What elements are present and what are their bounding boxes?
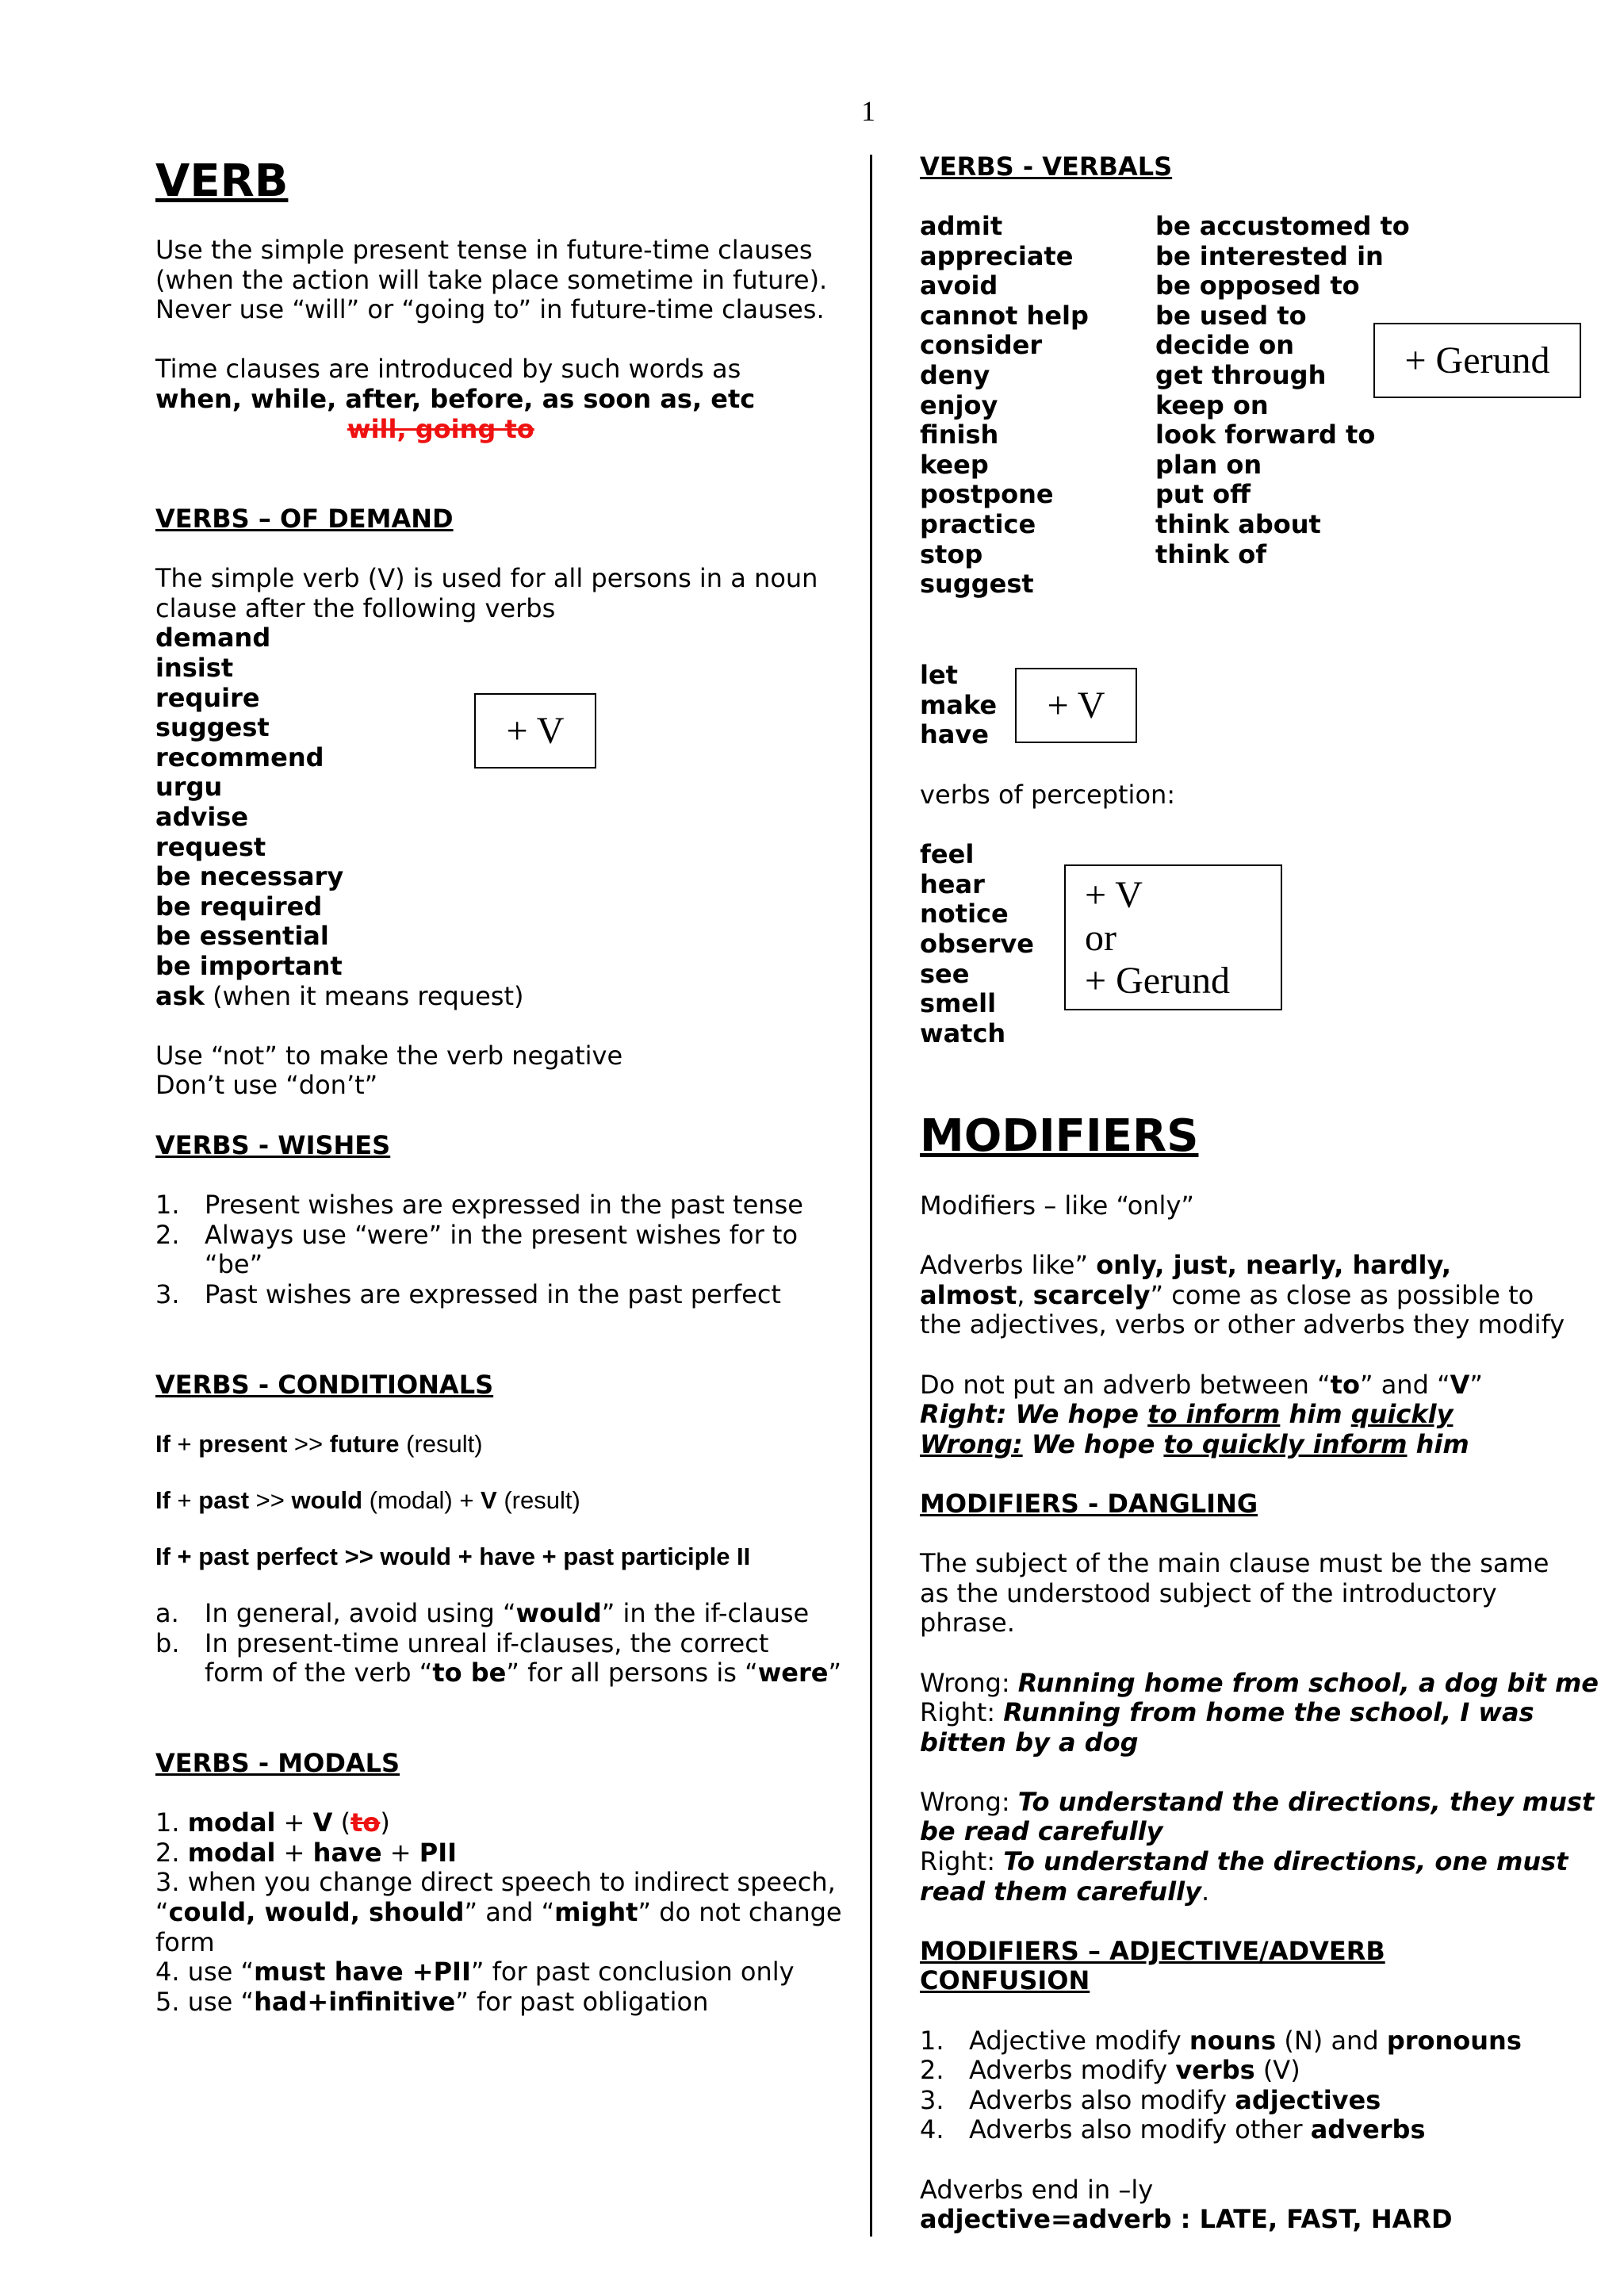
box-line: + V: [1085, 874, 1143, 916]
text: ” in the if-clause: [601, 1598, 810, 1628]
demand-verb-ask: ask: [155, 980, 205, 1011]
if-word: If: [155, 1430, 170, 1458]
adverbs-word: adverbs: [1310, 2114, 1426, 2145]
example: read them carefully: [920, 1876, 1201, 1907]
wrong-label: Wrong:: [920, 1667, 1018, 1698]
verbal-item: be accustomed to: [1155, 211, 1410, 241]
list-number: 2.: [155, 1837, 188, 1868]
perception-verb: notice: [920, 899, 1009, 930]
perception-verb: feel: [920, 839, 975, 870]
verbal-item: be opposed to: [1155, 270, 1360, 301]
adverb-almost: almost: [920, 1279, 1017, 1310]
list-number: 2.: [920, 2055, 944, 2086]
plus-gerund-box: + Gerund: [1373, 323, 1581, 398]
pii-word: PII: [419, 1837, 458, 1868]
plus-v-box: + V: [1015, 668, 1137, 743]
verbal-item: deny: [920, 359, 990, 390]
text: Adverbs also modify other: [969, 2114, 1311, 2145]
verbal-item: put off: [1155, 479, 1251, 510]
demand-verb: be necessary: [155, 861, 344, 892]
demand-verb: recommend: [155, 742, 324, 772]
text: form of the verb “: [205, 1658, 433, 1688]
underlined: to quickly inform: [1163, 1428, 1408, 1459]
demand-verb: be important: [155, 950, 343, 981]
wishes-section: [155, 1131, 853, 1310]
demand-verb: insist: [155, 652, 234, 683]
causative-verb: make: [920, 689, 998, 720]
v-word: V: [1450, 1369, 1470, 1400]
must-have-pii: must have +PII: [254, 1957, 471, 1987]
conditionals-heading: VERBS - CONDITIONALS: [155, 1370, 494, 1400]
text: ”: [1469, 1369, 1483, 1400]
list-item: Present wishes are expressed in the past tense: [205, 1190, 803, 1221]
right-label: Right:: [920, 1399, 1007, 1430]
modal-word: modal: [187, 1837, 276, 1868]
text: ” for past conclusion only: [470, 1957, 795, 1987]
list-number: 3.: [920, 2084, 944, 2115]
modifiers-section: [920, 1110, 1586, 1163]
v-word: V: [312, 1807, 333, 1838]
paren: (: [332, 1807, 351, 1838]
text: Adverbs like”: [920, 1250, 1097, 1281]
dangling-heading: MODIFIERS - DANGLING: [920, 1488, 1258, 1519]
modals-heading: VERBS - MODALS: [155, 1748, 400, 1778]
list-number: 4.: [920, 2114, 944, 2145]
modal-word: modal: [187, 1807, 276, 1838]
verbal-item: plan on: [1155, 449, 1262, 480]
text: ” for past obligation: [455, 1986, 709, 2017]
text-line: Time clauses are introduced by such words as: [155, 354, 741, 385]
right-label: Right:: [920, 1697, 1004, 1728]
verbal-item: cannot help: [920, 300, 1089, 331]
verbal-item: keep on: [1155, 389, 1269, 420]
plus: +: [275, 1837, 313, 1868]
quote: “: [155, 1896, 169, 1927]
demand-verb: require: [155, 682, 260, 713]
plus-v-box: + V: [474, 693, 596, 769]
text: Adverbs also modify: [969, 2084, 1235, 2115]
page-number: 1: [861, 95, 875, 127]
time-clause-words: when, while, after, before, as soon as, etc: [155, 383, 756, 414]
box-line: + Gerund: [1085, 960, 1231, 1002]
text: .: [1201, 1876, 1210, 1907]
text-line: 3. when you change direct speech to indirect speech,: [155, 1867, 836, 1898]
text: ” for all persons is “: [506, 1658, 758, 1688]
verbal-item: stop: [920, 539, 983, 569]
would-word: would: [291, 1486, 363, 1514]
verbal-item: consider: [920, 330, 1043, 361]
verbal-item: be used to: [1155, 300, 1307, 331]
demand-heading: VERBS – OF DEMAND: [155, 504, 454, 534]
verbal-item: look forward to: [1155, 420, 1376, 450]
text: (V): [1254, 2055, 1300, 2086]
adverb-list: only, just, nearly, hardly,: [1096, 1250, 1452, 1281]
past-word: past: [198, 1486, 250, 1514]
modals-section: [155, 1749, 853, 2017]
text: Adverbs modify: [969, 2055, 1176, 2086]
plus: +: [170, 1430, 199, 1458]
v-or-gerund-box: [1064, 864, 1282, 1010]
list-letter: a.: [155, 1598, 179, 1628]
text: him: [1280, 1399, 1351, 1430]
text-line: (when the action will take place sometime in future).: [155, 264, 828, 295]
underlined: to inform: [1147, 1399, 1281, 1430]
list-item: Always use “were” in the present wishes for to: [205, 1219, 799, 1250]
result-note: (result): [399, 1430, 483, 1458]
v-word: V: [481, 1486, 497, 1514]
example: be read carefully: [920, 1816, 1163, 1847]
adjectives-word: adjectives: [1235, 2084, 1381, 2115]
wishes-heading: VERBS - WISHES: [155, 1130, 391, 1160]
verbs-word: verbs: [1175, 2055, 1255, 2086]
conditional-rule-1: [155, 1429, 853, 1459]
text-line: Never use “will” or “going to” in future-time clauses.: [155, 294, 825, 325]
text: ” and “: [464, 1896, 555, 1927]
conditional-rule-3: If + past perfect >> would + have + past participle II: [155, 1543, 751, 1570]
column-divider: [870, 155, 872, 2237]
text-line: The simple verb (V) is used for all persons in a noun: [155, 563, 818, 594]
future-word: future: [329, 1430, 400, 1458]
list-number: 1.: [920, 2025, 944, 2056]
conditionals-section: [155, 1370, 853, 1401]
text: him: [1407, 1428, 1469, 1459]
text: ”: [828, 1658, 842, 1688]
paren: ): [380, 1807, 390, 1838]
example: Running from home the school, I was: [1003, 1697, 1534, 1728]
example: To understand the directions, one must: [1003, 1846, 1568, 1877]
conditional-rule-2: [155, 1485, 853, 1516]
to-word: to: [1330, 1369, 1360, 1400]
verbal-item: decide on: [1155, 330, 1295, 361]
present-word: present: [198, 1430, 288, 1458]
text-line: the adjectives, verbs or other adverbs they modify: [920, 1309, 1565, 1340]
verbal-item: enjoy: [920, 389, 998, 420]
demand-section: [155, 504, 853, 1101]
example: To understand the directions, they must: [1017, 1786, 1595, 1817]
verbals-section: [920, 152, 1586, 182]
verbal-item: suggest: [920, 569, 1034, 600]
list-item-cont: “be”: [205, 1249, 263, 1280]
have-word: have: [312, 1837, 382, 1868]
confusion-heading: CONFUSION: [920, 1965, 1090, 1996]
perception-verb: see: [920, 958, 970, 989]
list-number: 2.: [155, 1219, 180, 1250]
struck-to: to: [350, 1807, 381, 1838]
demand-verb: demand: [155, 623, 271, 654]
text-line: form: [155, 1926, 215, 1957]
conditional-notes: [155, 1599, 853, 1688]
example: Running home from school, a dog bit me: [1017, 1667, 1599, 1698]
verbals-col-1: [920, 212, 1089, 600]
perception-verb: smell: [920, 988, 997, 1019]
plus: +: [381, 1837, 419, 1868]
causative-verb: have: [920, 719, 989, 750]
list-number: 1.: [155, 1807, 188, 1838]
nouns-word: nouns: [1189, 2025, 1277, 2056]
modifiers-body: [920, 1190, 1599, 2235]
verbal-item: postpone: [920, 479, 1054, 510]
text-line: clause after the following verbs: [155, 592, 556, 623]
plus: +: [275, 1807, 313, 1838]
text-line: Modifiers – like “only”: [920, 1190, 1194, 1221]
verbals-heading: VERBS - VERBALS: [920, 151, 1173, 182]
text-line: as the understood subject of the introductory: [920, 1577, 1497, 1608]
text: 5. use “: [155, 1986, 255, 2017]
arrow: >>: [249, 1486, 292, 1514]
text: We hope: [1006, 1399, 1148, 1430]
text: ” and “: [1359, 1369, 1450, 1400]
verbal-item: practice: [920, 508, 1036, 539]
verbal-item: avoid: [920, 270, 998, 301]
modal-note: (modal) +: [362, 1486, 481, 1514]
modal-list: could, would, should: [168, 1896, 465, 1927]
example: bitten by a dog: [920, 1727, 1139, 1757]
adverb-scarcely: scarcely: [1032, 1279, 1151, 1310]
text-line: Use the simple present tense in future-time clauses: [155, 235, 813, 265]
text-line: Adverbs end in –ly: [920, 2174, 1154, 2205]
would-word: would: [515, 1598, 602, 1628]
perception-verb: observe: [920, 928, 1034, 959]
might-word: might: [554, 1896, 638, 1927]
demand-verb: urgu: [155, 772, 223, 803]
result-note: (result): [496, 1486, 580, 1514]
demand-verb: suggest: [155, 712, 270, 743]
text: 4. use “: [155, 1957, 255, 1987]
verbal-item: admit: [920, 211, 1003, 241]
verbal-item: be interested in: [1155, 240, 1384, 271]
plus: +: [170, 1486, 199, 1514]
perception-verb: watch: [920, 1018, 1006, 1048]
box-line: or: [1085, 917, 1116, 959]
perception-label: verbs of perception:: [920, 780, 1176, 810]
text: We hope: [1022, 1428, 1164, 1459]
verb-section: [155, 155, 853, 208]
list-number: 3.: [155, 1278, 180, 1309]
text: ” do not change: [638, 1896, 842, 1927]
to-be-word: to be: [432, 1658, 507, 1688]
verbal-item: think about: [1155, 508, 1321, 539]
text: Adjective modify: [969, 2025, 1189, 2056]
text-line: Use “not” to make the verb negative: [155, 1040, 623, 1071]
wrong-label: Wrong:: [920, 1786, 1018, 1817]
underlined: quickly: [1350, 1399, 1454, 1430]
verb-title: VERB: [155, 155, 289, 207]
text: ” come as close as possible to: [1150, 1279, 1534, 1310]
demand-verb: be required: [155, 891, 323, 922]
text: In present-time unreal if-clauses, the correct: [205, 1627, 769, 1658]
demand-verb: advise: [155, 801, 249, 832]
verbal-item: appreciate: [920, 240, 1074, 271]
text: (N) and: [1276, 2025, 1387, 2056]
text: Do not put an adverb between “: [920, 1369, 1331, 1400]
text-line: The subject of the main clause must be the same: [920, 1548, 1549, 1579]
struck-will-going-to: will, going to: [347, 413, 534, 444]
verbal-item: keep: [920, 449, 989, 480]
had-infinitive: had+infinitive: [254, 1986, 456, 2017]
list-item: Past wishes are expressed in the past perfect: [205, 1278, 781, 1309]
demand-verb: be essential: [155, 921, 329, 952]
ask-note: (when it means request): [204, 980, 524, 1011]
perception-verb: hear: [920, 868, 985, 899]
list-number: 1.: [155, 1190, 180, 1221]
verbal-item: think of: [1155, 539, 1267, 569]
list-letter: b.: [155, 1627, 180, 1658]
text: In general, avoid using “: [205, 1598, 516, 1628]
pronouns-word: pronouns: [1386, 2025, 1522, 2056]
verb-intro: [155, 236, 853, 444]
causative-verb: let: [920, 660, 958, 690]
wrong-label: Wrong:: [920, 1428, 1023, 1459]
arrow: >>: [287, 1430, 330, 1458]
text-line: Don’t use “don’t”: [155, 1070, 378, 1101]
if-word: If: [155, 1486, 170, 1514]
right-label: Right:: [920, 1846, 1004, 1877]
verbals-col-2: [1155, 212, 1410, 569]
verbal-item: finish: [920, 420, 999, 450]
demand-verb: request: [155, 831, 266, 862]
adjective-adverb-examples: adjective=adverb : LATE, FAST, HARD: [920, 2204, 1453, 2235]
verbal-item: get through: [1155, 359, 1327, 390]
confusion-heading: MODIFIERS – ADJECTIVE/ADVERB: [920, 1935, 1385, 1966]
text: ,: [1017, 1279, 1033, 1310]
text-line: phrase.: [920, 1608, 1015, 1639]
were-word: were: [757, 1658, 829, 1688]
modifiers-title: MODIFIERS: [920, 1110, 1199, 1162]
